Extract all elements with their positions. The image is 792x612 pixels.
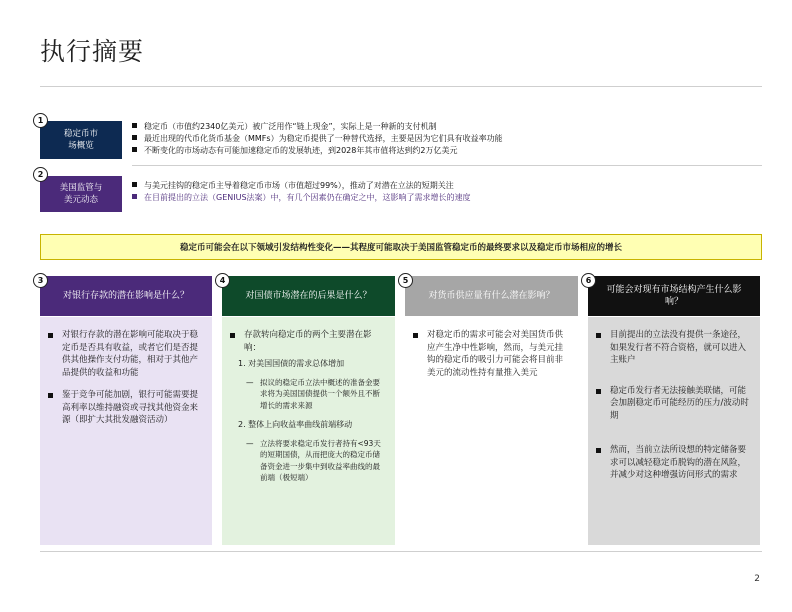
column-4-subheading-2: 2. 整体上向收益率曲线前端移动: [238, 420, 353, 429]
page-number: 2: [754, 574, 760, 584]
column-5-number: 5: [398, 273, 413, 288]
column-5-bullet: 对稳定币的需求可能会对美国货币供应产生净中性影响，然而，与美元挂钩的稳定币的吸引力可能会将目前非美元的流动性持有量推入美元: [413, 329, 570, 379]
column-6-body: [588, 317, 760, 545]
column-6-header: 可能会对现有市场结构产生什么影响？: [588, 276, 760, 316]
column-4-detail-1: — 拟议的稳定币立法中概述的准备金要求将为美国国债提供一个额外且不断增长的需求来源: [246, 377, 380, 410]
column-6-number: 6: [581, 273, 596, 288]
column-6-bullet: 稳定币发行者无法接触美联储，可能会加剧稳定币可能经历的压力/波动时期: [596, 385, 752, 423]
column-3-header: 对银行存款的潜在影响是什么？: [40, 276, 212, 316]
section-1-label: 稳定币市 场概览: [63, 129, 98, 151]
section-2-number: 2: [33, 167, 48, 182]
section-1-number: 1: [33, 113, 48, 128]
column-4-header: 对国债市场潜在的后果是什么？: [222, 276, 395, 316]
column-3-bullet: 鉴于竞争可能加剧，银行可能需要提高利率以维持融资或寻找其他资金来源（即扩大其批发融资活动）: [48, 389, 204, 427]
column-3-number: 3: [33, 273, 48, 288]
section-1-bullet: 最近出现的代币化货币基金（MMFs）为稳定币提供了一种替代选择，主要是因为它们具有收益率功能: [132, 133, 752, 145]
section-1-bullets: [132, 121, 752, 157]
title-divider: [40, 86, 762, 87]
section-2-label: 美国监管与 美元动态: [59, 183, 103, 205]
column-4-body: [222, 317, 395, 545]
column-6-bullet: 目前提出的立法没有提供一条途径，如果发行者不符合资格，就可以进入主账户: [596, 329, 752, 367]
section-2-bullets: [132, 180, 752, 204]
section-1-label-box: [40, 121, 122, 159]
footer-divider: [40, 551, 762, 552]
section-1-bullet: 不断变化的市场动态有可能加速稳定币的发展轨迹，到2028年其市值将达到约2万亿美元: [132, 145, 752, 157]
column-4-subheading-1: 1. 对美国国债的需求总体增加: [238, 359, 345, 368]
column-4-intro: 存款转向稳定币的两个主要潜在影响：: [230, 329, 387, 354]
column-3-body: [40, 317, 212, 545]
column-4-detail-2: — 立法将要求稳定币发行者持有<93天的短期国债，从而把庞大的稳定币储备资金进一步集中到收益率曲线的最前端（极短端）: [246, 438, 381, 482]
page-title: 执行摘要: [40, 37, 145, 66]
key-takeaway-banner: 稳定币可能会在以下领域引发结构性变化——其程度可能取决于美国监管稳定币的最终要求以及稳定币市场相应的增长: [40, 234, 762, 260]
section-2-bullet: 在目前提出的立法（GENIUS法案）中，有几个因素仍在确定之中，这影响了需求增长的速度: [132, 192, 752, 204]
column-6-bullet: 然而，当前立法所设想的特定储备要求可以减轻稳定币脱钩的潜在风险，并减少对这种增强访问形式的需求: [596, 444, 752, 482]
section-2-label-box: [40, 176, 122, 212]
column-4-number: 4: [215, 273, 230, 288]
column-5-body: [405, 317, 578, 545]
section-1-bullet: 稳定币（市值约2340亿美元）被广泛用作“链上现金”，实际上是一种新的支付机制: [132, 121, 752, 133]
column-5-header: 对货币供应量有什么潜在影响？: [405, 276, 578, 316]
section-divider: [132, 165, 762, 166]
section-2-bullet: 与美元挂钩的稳定币主导着稳定币市场（市值超过99%），推动了对潜在立法的短期关注: [132, 180, 752, 192]
column-3-bullet: 对银行存款的潜在影响可能取决于稳定币是否具有收益，或者它们是否提供其他操作支付功能，相对于其他产品提供的收益和功能: [48, 329, 204, 379]
